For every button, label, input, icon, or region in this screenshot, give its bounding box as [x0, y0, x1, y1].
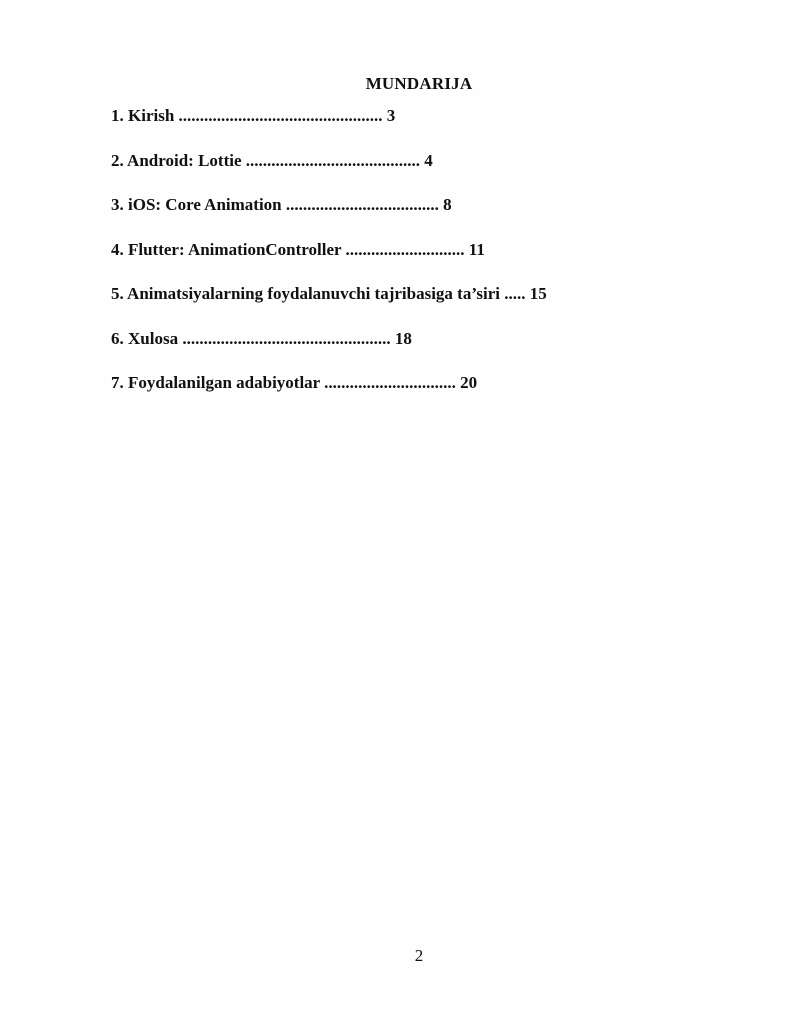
toc-entry-ios-core-animation: 3. iOS: Core Animation .................................... 8 [111, 195, 452, 214]
toc-entry-android-lottie: 2. Android: Lottie ......................................... 4 [111, 150, 433, 170]
table-of-contents [111, 106, 711, 418]
page-number: 2 [414, 946, 424, 965]
toc-entry-xulosa: 6. Xulosa ................................................. 18 [111, 328, 412, 348]
toc-entry-adabiyotlar: 7. Foydalanilgan adabiyotlar ............................... 20 [111, 373, 478, 392]
toc-title: MUNDARIJA [365, 74, 473, 93]
toc-entry-animatsiyalar-tasiri: 5. Animatsiyalarning foydalanuvchi tajribasiga ta’siri ..... 15 [111, 284, 547, 303]
toc-entry-kirish: 1. Kirish ................................................ 3 [111, 106, 396, 125]
toc-entry-flutter-animationcontroller: 4. Flutter: AnimationController ............................ 11 [111, 239, 485, 259]
